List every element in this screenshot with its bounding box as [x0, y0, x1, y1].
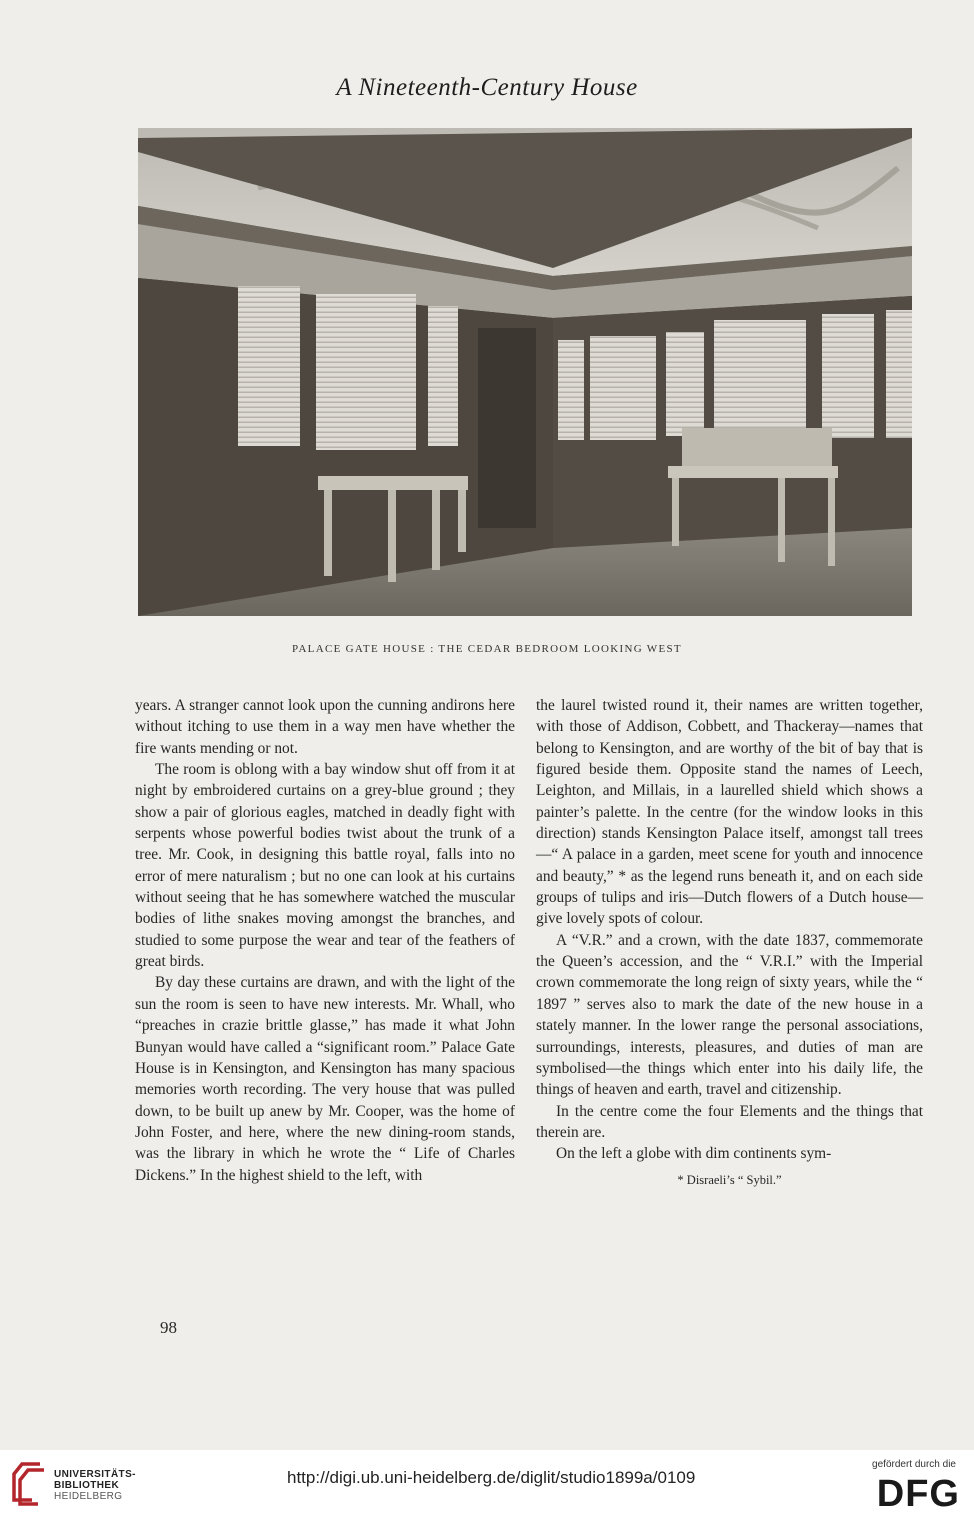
right-text-column — [536, 695, 923, 1188]
paragraph: the laurel twisted round it, their names are written together, with those of Addison, Cobbett, and Thackeray—names that belong to Kensington, and are worthy of the bit of bay that is figured beside them. Opposite stand the names of Leech, Leighton, and Millais, in a laurelled shield which shows a painter’s palette. In the centre (for the window looks in this direction) stands Kensington Palace itself, amongst tall trees—“ A palace in a garden, meet scene for youth and innocence and beauty,” * as the legend runs beneath it, and on each side groups of tulips and iris—Dutch flowers of a Dutch house—give lovely spots of colour. — [536, 697, 923, 928]
funding-label: gefördert durch die — [872, 1459, 956, 1470]
left-text-column — [135, 695, 515, 1186]
library-name — [54, 1469, 136, 1502]
photograph-plate — [138, 128, 912, 616]
footnote: * Disraeli’s “ Sybil.” — [677, 1172, 782, 1187]
library-logo-icon — [10, 1460, 48, 1508]
paragraph: A “V.R.” and a crown, with the date 1837, commemorate the Queen’s accession, and the “ V.R.I.” with the Imperial crown commemorate the long reign of sixty years, while the “ 1897 ” serves also to mark the date of the new house in a stately manner. In the lower range the personal associations, surroundings, interests, pleasures, and duties of man are symbolised—the things which enter into his daily life, the things of heaven and earth, travel and citizenship. — [536, 931, 923, 1099]
paragraph: The room is oblong with a bay window shut off from it at night by embroidered curtains on a grey-blue ground ; they show a pair of glorious eagles, matched in deadly fight with serpents whose powerful bodies twist about the trunk of a tree. Mr. Cook, in designing this battle royal, falls into no error of mere naturalism ; but no one can look at his curtains without seeing that he has somewhere watched the muscular bodies of lithe snakes moving amongst the branches, and studied to some purpose the wear and tear of the feathers of great birds. — [135, 761, 515, 971]
paragraph: In the centre come the four Elements and the things that therein are. — [536, 1102, 923, 1141]
paragraph: years. A stranger cannot look upon the cunning andirons here without itching to use them in a way men have whether the fire wants mending or not. — [135, 697, 515, 757]
footer-bar — [0, 1450, 974, 1523]
library-line: BIBLIOTHEK — [54, 1480, 120, 1491]
library-line: HEIDELBERG — [54, 1491, 123, 1502]
paragraph: On the left a globe with dim continents sym- — [556, 1145, 832, 1163]
paragraph: By day these curtains are drawn, and with the light of the sun the room is seen to have new interests. Mr. Whall, who “preaches in crazie brittle glasse,” has made it what John Bunyan would have called a “significant room.” Palace Gate House is in Kensington, and Kensington has many spacious memories worth recording. The very house that was pulled down, to be built up anew by Mr. Cooper, was the home of John Foster, and here, where the new dining-room stands, was the library in which he wrote the “ Life of Charles Dickens.” In the highest shield to the left, with — [135, 974, 515, 1184]
page-number: 98 — [160, 1318, 177, 1337]
bedroom-photograph — [138, 128, 912, 616]
library-line: UNIVERSITÄTS- — [54, 1469, 136, 1480]
page-title: A Nineteenth-Century House — [336, 74, 638, 101]
source-url-link[interactable]: http://digi.ub.uni-heidelberg.de/diglit/studio1899a/0109 — [287, 1468, 696, 1487]
plate-caption: PALACE GATE HOUSE : THE CEDAR BEDROOM LOOKING WEST — [292, 643, 682, 655]
dfg-logo: DFG — [876, 1473, 960, 1515]
